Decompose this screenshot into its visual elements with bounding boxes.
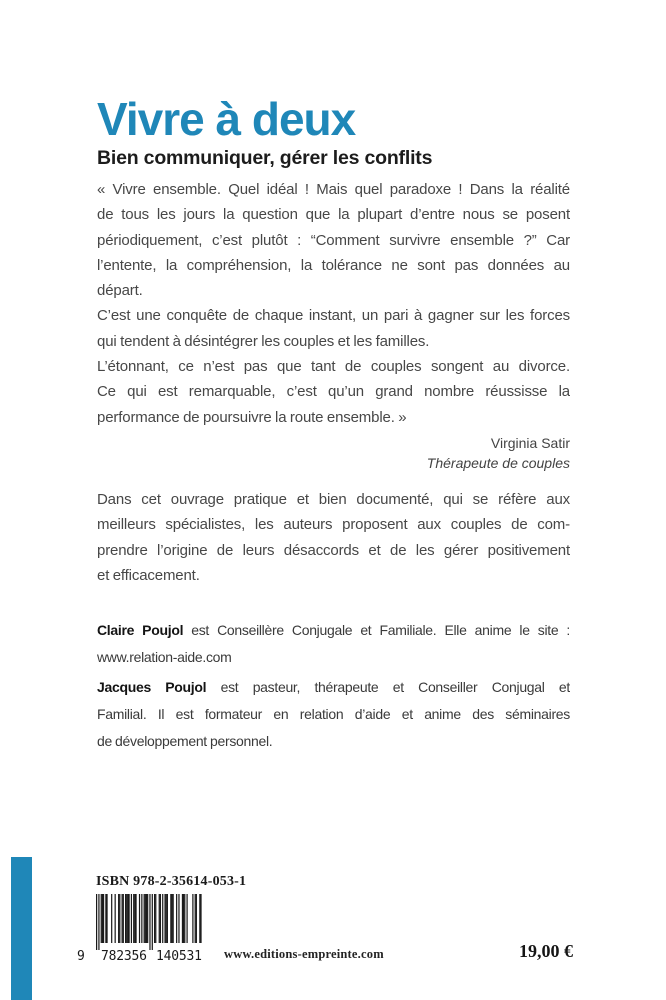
- quote-line: périodiquement, c’est plutôt : “Comment survivre ensemble ?” Car: [97, 231, 570, 249]
- quote-line: Ce qui est remarquable, c’est qu’un grand nombre réussisse la: [97, 383, 570, 401]
- quote-line: départ.: [97, 282, 143, 300]
- description-line: meilleurs spécialistes, les auteurs proposent aux couples de com-: [97, 516, 570, 534]
- quote-line: l’entente, la compréhension, la tolérance ne sont pas données au: [97, 256, 570, 274]
- quote-line: qui tendent à désintégrer les couples et les familles.: [97, 332, 430, 350]
- author-bios: [97, 617, 570, 755]
- description-paragraph: [97, 487, 570, 588]
- spine-accent-bar: [11, 857, 32, 1000]
- price-label: 19,00 €: [519, 941, 573, 961]
- quote-line: performance de poursuivre la route ensemble. »: [97, 408, 407, 426]
- ean13-barcode: [75, 894, 210, 962]
- description-line: et efficacement.: [97, 566, 200, 584]
- isbn-label: ISBN 978-2-35614-053-1: [96, 874, 247, 889]
- quote-attribution: [97, 433, 570, 473]
- barcode-digits: 782356: [101, 949, 147, 962]
- quote-line: « Vivre ensemble. Quel idéal ! Mais quel paradoxe ! Dans la réalité: [97, 181, 570, 198]
- attribution-name: Virginia Satir: [490, 435, 570, 451]
- description-line: Dans cet ouvrage pratique et bien documenté, qui se réfère aux: [97, 491, 570, 508]
- barcode-digits: 9: [77, 949, 85, 962]
- quote-line: L’étonnant, ce n’est pas que tant de couples songent au divorce.: [97, 358, 570, 376]
- bio-line: de développement personnel.: [97, 733, 273, 749]
- book-title: Vivre à deux: [97, 93, 356, 145]
- bio-line: Jacques Poujol est pasteur, thérapeute et Conseiller Conjugal et: [97, 679, 570, 695]
- quote-line: C’est une conquête de chaque instant, un pari à gagner sur les forces: [97, 307, 570, 325]
- description-line: prendre l’origine de leurs désaccords et de les gérer positivement: [97, 541, 570, 559]
- attribution-role: Thérapeute de couples: [426, 455, 570, 471]
- publisher-website: www.editions-empreinte.com: [224, 947, 384, 961]
- bio-line: Familial. Il est formateur en relation d’aide et anime des séminaires: [97, 706, 570, 722]
- quote-paragraphs: [97, 177, 570, 430]
- bio-line: www.relation-aide.com: [97, 649, 232, 665]
- barcode-digits: 140531: [156, 949, 202, 962]
- bio-line: Claire Poujol est Conseillère Conjugale et Familiale. Elle anime le site :: [97, 622, 570, 638]
- book-subtitle: Bien communiquer, gérer les conflits: [97, 147, 433, 169]
- quote-line: de tous les jours la question que la plupart d’entre nous se posent: [97, 206, 570, 224]
